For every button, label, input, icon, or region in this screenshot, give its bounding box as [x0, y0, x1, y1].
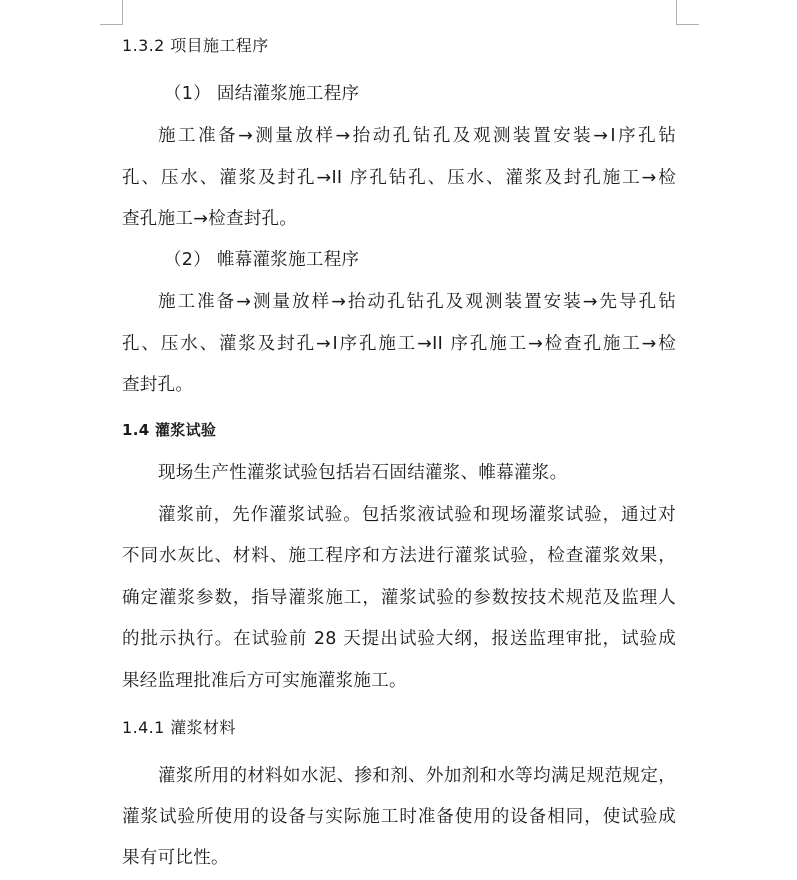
subheading-grouting-procedure: （1） 固结灌浆施工程序: [164, 84, 360, 104]
paragraph-line: 施工准备→测量放样→抬动孔钻孔及观测装置安装→Ⅰ序孔钻: [158, 126, 676, 146]
paragraph-line: 确定灌浆参数，指导灌浆施工，灌浆试验的参数按技术规范及监理人: [122, 588, 676, 608]
crop-mark-top-left: [100, 0, 123, 25]
section-heading-1-3-2: 1.3.2 项目施工程序: [122, 36, 269, 55]
paragraph-line: 查孔施工→检查封孔。: [122, 209, 298, 229]
paragraph-line: 孔、压水、灌浆及封孔→Ⅰ序孔施工→II 序孔施工→检查孔施工→检: [122, 334, 676, 354]
paragraph-line: 灌浆试验所使用的设备与实际施工时准备使用的设备相同，使试验成: [122, 807, 676, 827]
paragraph-line: 现场生产性灌浆试验包括岩石固结灌浆、帷幕灌浆。: [158, 463, 568, 483]
paragraph-line: 查封孔。: [122, 375, 194, 395]
paragraph-line: 灌浆所用的材料如水泥、掺和剂、外加剂和水等均满足规范规定，: [158, 766, 676, 786]
paragraph-line: 果有可比性。: [122, 848, 229, 868]
paragraph-line: 果经监理批准后方可实施灌浆施工。: [122, 671, 407, 691]
section-heading-1-4: 1.4 灌浆试验: [122, 421, 217, 439]
paragraph-line: 灌浆前，先作灌浆试验。包括浆液试验和现场灌浆试验，通过对: [158, 505, 676, 525]
section-heading-1-4-1: 1.4.1 灌浆材料: [122, 718, 236, 737]
paragraph-line: 孔、压水、灌浆及封孔→II 序孔钻孔、压水、灌浆及封孔施工→检: [122, 168, 676, 188]
paragraph-line: 的批示执行。在试验前 28 天提出试验大纲，报送监理审批，试验成: [122, 629, 676, 649]
paragraph-line: 不同水灰比、材料、施工程序和方法进行灌浆试验，检查灌浆效果，: [122, 546, 676, 566]
paragraph-line: 施工准备→测量放样→抬动孔钻孔及观测装置安装→先导孔钻: [158, 292, 676, 312]
crop-mark-top-right: [676, 0, 699, 25]
subheading-curtain-grouting-procedure: （2） 帷幕灌浆施工程序: [164, 250, 360, 270]
